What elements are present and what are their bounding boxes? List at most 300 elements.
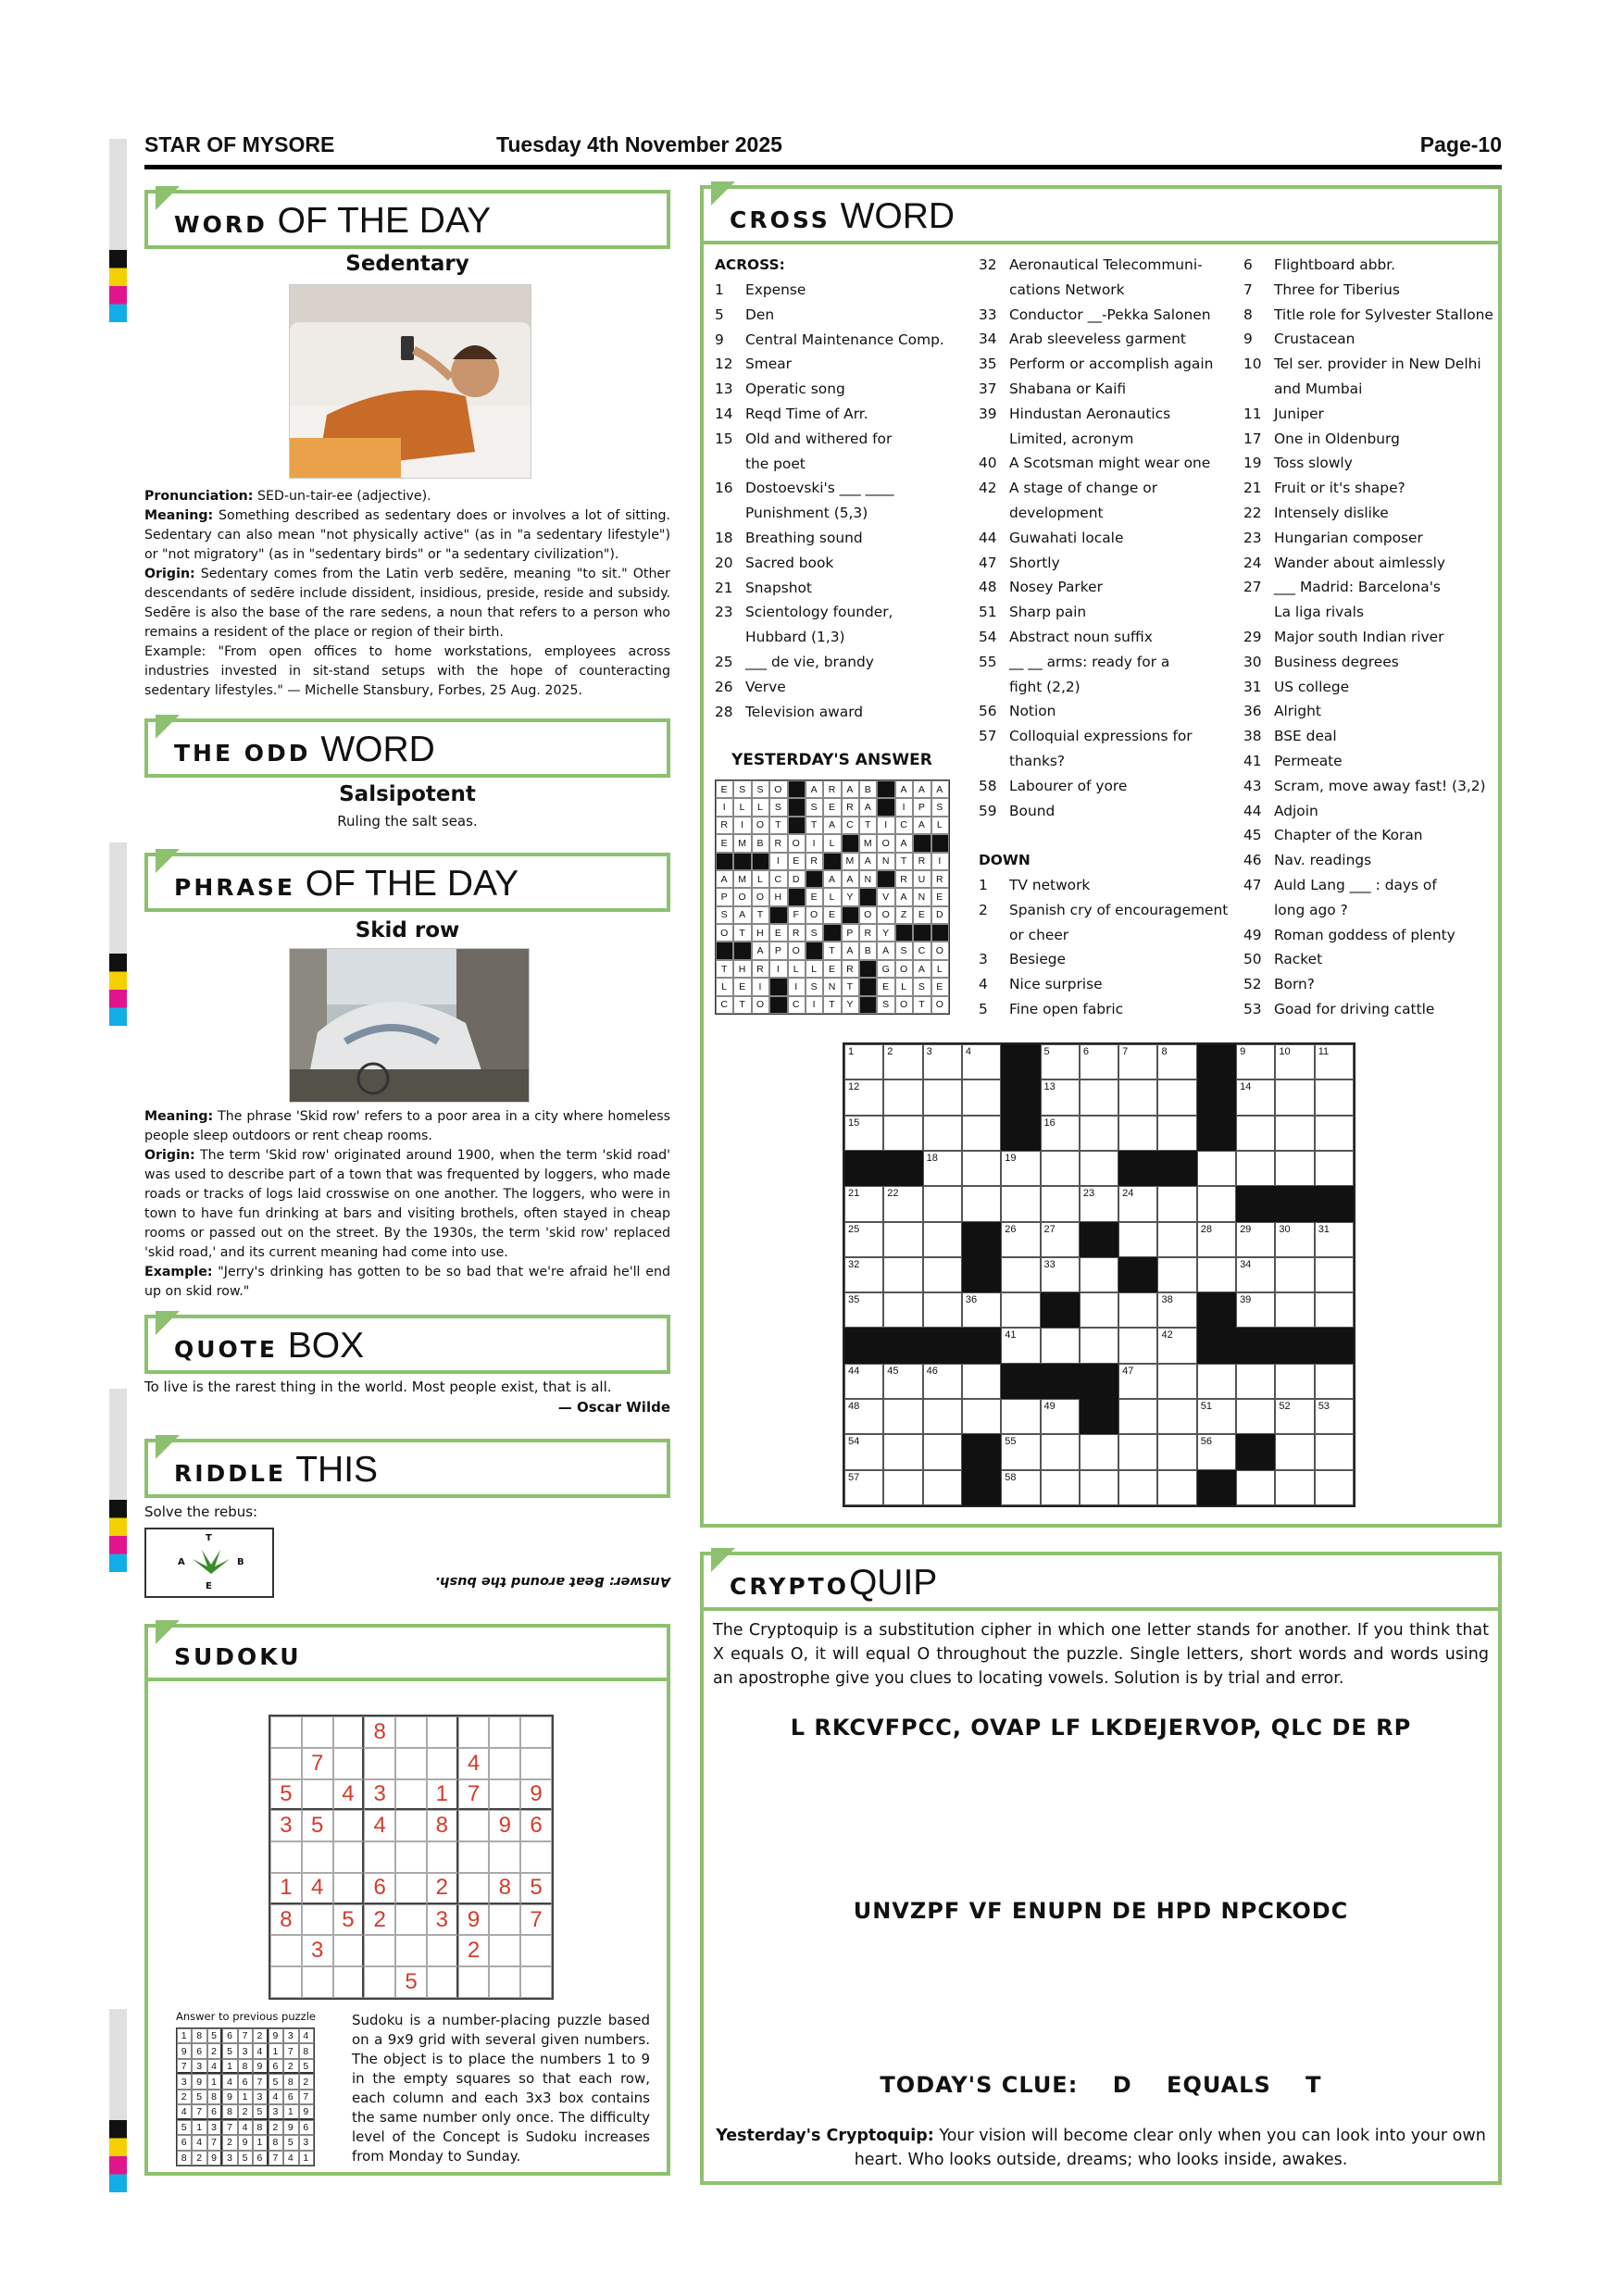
crossword-cell[interactable]: 30 [1275,1222,1314,1257]
crossword-cell[interactable]: 47 [1118,1364,1157,1399]
sudoku-cell[interactable] [427,1841,458,1873]
sudoku-cell[interactable] [395,1748,427,1779]
previous-sudoku-cell: 1 [207,2074,222,2089]
clue-text: Operatic song [745,381,845,398]
crossword-cell[interactable]: 11 [1315,1044,1354,1079]
clue-text: Hindustan Aeronautics [1009,405,1171,422]
crossword-cell[interactable] [1041,1434,1080,1469]
sudoku-cell[interactable] [333,1873,365,1904]
clue-text: Alright [1274,703,1321,720]
previous-sudoku-cell: 5 [192,2090,206,2104]
crossword-cell[interactable] [1315,1151,1354,1186]
sudoku-cell[interactable] [270,1748,302,1779]
crossword-cell[interactable] [1041,1328,1080,1363]
crossword-cell[interactable] [1080,1470,1118,1505]
crossword-cell[interactable] [1157,1116,1196,1151]
crossword-cell[interactable] [1275,1364,1314,1399]
crossword-cell[interactable]: 15 [844,1116,883,1151]
clue-text: A Scotsman might wear one [1009,455,1211,472]
answer-cell: R [769,834,787,852]
crossword-cell[interactable]: 2 [883,1044,922,1079]
black-square [716,853,733,870]
sudoku-cell[interactable] [427,1935,458,1966]
crossword-cell[interactable] [962,1364,1001,1399]
clue-row [1243,327,1503,352]
clue-row [1243,303,1503,328]
clue-number: 54 [979,628,997,645]
crossword-cell[interactable] [923,1399,962,1434]
crossword-cell[interactable]: 46 [923,1364,962,1399]
answer-cell: V [877,888,894,905]
crossword-cell[interactable] [1080,1292,1118,1328]
sudoku-cell[interactable] [520,1935,552,1966]
crossword-cell[interactable] [962,1151,1001,1186]
sudoku-cell[interactable] [333,1966,365,1998]
crossword-cell[interactable]: 44 [844,1364,883,1399]
crossword-cell[interactable]: 6 [1080,1044,1118,1079]
sudoku-cell[interactable] [302,1779,333,1811]
sudoku-cell[interactable] [364,1966,395,1998]
sudoku-cell[interactable] [333,1716,365,1748]
crossword-cell[interactable]: 12 [844,1079,883,1115]
previous-sudoku-cell: 7 [299,2090,314,2104]
crossword-cell[interactable]: 9 [1236,1044,1275,1079]
previous-sudoku-cell: 8 [253,2120,268,2135]
quote-box-header [144,1315,670,1374]
clue-row [1243,625,1503,650]
clue-text: __ __ arms: ready for a [1009,653,1170,670]
answer-cell: R [806,853,823,870]
crossword-cell[interactable] [1041,1470,1080,1505]
answer-cell: C [716,996,733,1014]
crossword-cell[interactable] [1236,1116,1275,1151]
crossword-cell[interactable] [1315,1434,1354,1469]
sudoku-cell[interactable] [364,1935,395,1966]
crossword-cell[interactable]: 45 [883,1364,922,1399]
yesterday-cryptoquip: Yesterday's Cryptoquip: Your vision will become clear only when you can look into your own heart. Who looks outside, dreams; who looks inside, awakes. [716,2127,1486,2169]
riddle-answer: Answer: Beat around the bush. [434,1574,670,1589]
crossword-cell[interactable]: 55 [1001,1434,1040,1469]
crossword-cell[interactable] [1315,1292,1354,1328]
crossword-cell[interactable] [1315,1470,1354,1505]
crossword-cell[interactable] [1275,1151,1314,1186]
crossword-cell[interactable] [1275,1434,1314,1469]
crossword-cell[interactable] [1001,1292,1040,1328]
clue-number: 27 [1243,579,1262,596]
answer-cell: O [895,960,913,978]
crossword-cell[interactable] [1157,1399,1196,1434]
crossword-cell[interactable]: 31 [1315,1222,1354,1257]
crossword-cell[interactable] [1118,1079,1157,1115]
crossword-cell[interactable]: 3 [923,1044,962,1079]
crossword-cell[interactable]: 54 [844,1434,883,1469]
clue-number: 56 [979,703,997,720]
crossword-cell[interactable]: 51 [1197,1399,1236,1434]
crossword-cell[interactable] [1236,1151,1275,1186]
sudoku-cell[interactable] [333,1810,365,1841]
sudoku-cell[interactable] [395,1716,427,1748]
clue-text: ___ de vie, brandy [745,653,874,670]
crossword-cell[interactable]: 33 [1041,1257,1080,1292]
crossword-cell[interactable]: 22 [883,1186,922,1221]
crossword-cell[interactable]: 52 [1275,1399,1314,1434]
previous-sudoku-cell: 7 [207,2135,222,2150]
clue-row [979,923,1247,948]
crossword-cell[interactable] [923,1079,962,1115]
sudoku-cell[interactable] [489,1779,520,1811]
sudoku-cell[interactable] [458,1841,490,1873]
crossword-cell[interactable] [1197,1257,1236,1292]
crossword-cell[interactable] [962,1116,1001,1151]
crossword-cell[interactable] [1236,1470,1275,1505]
clue-row [979,327,1247,352]
odd-word-word: Salsipotent [339,782,476,806]
sudoku-cell: 8 [270,1904,302,1936]
previous-sudoku-cell: 5 [238,2151,253,2165]
crossword-cell[interactable] [1275,1116,1314,1151]
black-square [1315,1186,1354,1221]
black-square [883,1151,922,1186]
odd-word-header [144,718,670,778]
crossword-cell[interactable] [1118,1116,1157,1151]
crossword-cell[interactable] [1157,1470,1196,1505]
crossword-cell[interactable] [962,1079,1001,1115]
crossword-cell[interactable]: 41 [1001,1328,1040,1363]
sudoku-cell[interactable] [489,1716,520,1748]
crossword-cell[interactable]: 7 [1118,1044,1157,1079]
crossword-cell[interactable] [923,1186,962,1221]
crossword-cell[interactable]: 48 [844,1399,883,1434]
sudoku-cell[interactable] [489,1904,520,1936]
sudoku-cell[interactable] [270,1966,302,1998]
crossword-cell[interactable]: 16 [1041,1116,1080,1151]
clue-text: Punishment (5,3) [745,505,868,522]
crossword-cell[interactable]: 49 [1041,1399,1080,1434]
answer-cell: L [895,978,913,995]
sudoku-cell[interactable] [270,1716,302,1748]
previous-sudoku-cell: 3 [269,2104,283,2119]
crossword-cell[interactable] [1315,1079,1354,1115]
crossword-cell[interactable]: 28 [1197,1222,1236,1257]
crossword-cell[interactable] [923,1116,962,1151]
answer-cell: L [823,888,841,905]
crossword-cell[interactable]: 5 [1041,1044,1080,1079]
answer-cell: E [931,888,949,905]
sudoku-cell[interactable] [427,1748,458,1779]
answer-cell: D [788,870,806,888]
clue-number [979,501,1009,526]
crossword-cell[interactable] [1001,1186,1040,1221]
sudoku-cell[interactable] [395,1810,427,1841]
crossword-cell[interactable]: 56 [1197,1434,1236,1469]
sudoku-cell[interactable] [458,1716,490,1748]
crossword-cell[interactable] [1118,1434,1157,1469]
answer-cell: N [823,978,841,995]
clue-number [1243,898,1274,923]
crossword-cell[interactable]: 26 [1001,1222,1040,1257]
sudoku-cell[interactable] [302,1841,333,1873]
crossword-cell[interactable] [1157,1434,1196,1469]
crossword-cell[interactable] [883,1292,922,1328]
previous-sudoku-cell: 2 [283,2059,298,2074]
crossword-cell[interactable]: 36 [962,1292,1001,1328]
sudoku-cell[interactable] [427,1716,458,1748]
paper-name: STAR OF MYSORE [144,132,335,156]
crossword-cell[interactable] [1275,1470,1314,1505]
crossword-cell[interactable] [883,1434,922,1469]
sudoku-cell[interactable] [270,1935,302,1966]
crossword-cell[interactable]: 19 [1001,1151,1040,1186]
clue-number [1243,377,1274,402]
previous-sudoku-cell: 9 [192,2074,206,2089]
black-square [877,870,894,888]
sudoku-cell[interactable] [333,1841,365,1873]
crossword-cell[interactable] [923,1257,962,1292]
crossword-cell[interactable]: 53 [1315,1399,1354,1434]
crossword-cell[interactable]: 23 [1080,1186,1118,1221]
black-square [1236,1328,1275,1363]
crossword-cell[interactable] [1275,1257,1314,1292]
crossword-cell[interactable] [1236,1364,1275,1399]
crossword-cell[interactable]: 38 [1157,1292,1196,1328]
crossword-cell[interactable] [883,1222,922,1257]
sudoku-cell: 3 [270,1810,302,1841]
sudoku-cell[interactable] [489,1935,520,1966]
sudoku-cell[interactable] [364,1748,395,1779]
sudoku-cell: 7 [458,1779,490,1811]
clue-text: long ago ? [1274,901,1348,918]
clue-row [1243,972,1503,997]
clue-text: Racket [1274,951,1323,968]
crossword-cell[interactable] [1118,1292,1157,1328]
crossword-cell[interactable]: 34 [1236,1257,1275,1292]
sudoku-cell[interactable] [520,1841,552,1873]
crossword-cell[interactable] [883,1116,922,1151]
sudoku-cell[interactable] [489,1966,520,1998]
crossword-cell[interactable] [1041,1151,1080,1186]
crossword-cell[interactable] [962,1186,1001,1221]
sudoku-cell[interactable] [364,1841,395,1873]
answer-cell: I [769,853,787,870]
answer-cell: T [842,978,859,995]
registration-bar-2b [109,954,127,1026]
crossword-cell[interactable] [1080,1257,1118,1292]
sudoku-cell[interactable] [333,1935,365,1966]
clue-number: 44 [979,529,997,546]
sudoku-cell[interactable] [520,1966,552,1998]
yesterday-crossword-grid [715,780,950,1015]
clue-row [979,427,1247,452]
crossword-cell[interactable] [923,1434,962,1469]
crossword-cell[interactable]: 42 [1157,1328,1196,1363]
crossword-cell[interactable]: 57 [844,1470,883,1505]
sudoku-cell[interactable] [489,1841,520,1873]
sudoku-cell[interactable] [520,1748,552,1779]
clue-number: 37 [979,380,997,397]
crossword-cell[interactable]: 8 [1157,1044,1196,1079]
sudoku-cell[interactable] [302,1716,333,1748]
sudoku-cell[interactable] [395,1779,427,1811]
sudoku-cell[interactable] [395,1935,427,1966]
clue-row [715,278,983,303]
crossword-cell[interactable]: 35 [844,1292,883,1328]
crossword-cell[interactable] [923,1292,962,1328]
answer-cell: I [769,960,787,978]
crossword-grid[interactable] [843,1042,1355,1507]
sudoku-cell[interactable] [458,1966,490,1998]
phrase-of-day-phrase: Skid row [355,918,460,942]
crossword-cell[interactable]: 21 [844,1186,883,1221]
clue-text: Den [745,306,775,323]
crossword-cell[interactable] [1157,1222,1196,1257]
crossword-cell[interactable] [1197,1364,1236,1399]
clue-number: 5 [979,1000,988,1017]
crossword-cell[interactable]: 18 [923,1151,962,1186]
clue-number: 50 [1243,951,1262,968]
answer-cell: M [733,870,751,888]
crossword-cell[interactable] [1315,1257,1354,1292]
crossword-cell[interactable] [1315,1364,1354,1399]
sudoku-cell[interactable] [395,1841,427,1873]
crossword-cell[interactable]: 4 [962,1044,1001,1079]
crossword-cell[interactable] [1080,1079,1118,1115]
answer-cell: E [788,853,806,870]
sudoku-cell[interactable] [302,1904,333,1936]
crossword-cell[interactable] [1197,1186,1236,1221]
crossword-cell[interactable] [1275,1079,1314,1115]
sudoku-cell: 8 [427,1810,458,1841]
clue-text: Hungarian composer [1274,529,1423,546]
clue-row [715,700,983,725]
clue-row [1243,551,1503,576]
crossword-cell[interactable] [1080,1151,1118,1186]
sudoku-cell: 9 [520,1779,552,1811]
crossword-cell[interactable]: 29 [1236,1222,1275,1257]
crossword-cell[interactable] [1118,1399,1157,1434]
clue-row [979,451,1247,476]
sudoku-cell[interactable] [458,1873,490,1904]
crossword-cell[interactable]: 39 [1236,1292,1275,1328]
clue-text: La liga rivals [1274,604,1364,621]
answer-cell: A [913,817,931,834]
sudoku-grid[interactable] [269,1715,554,2000]
crossword-cell[interactable] [1275,1292,1314,1328]
crossword-cell[interactable]: 1 [844,1044,883,1079]
crossword-cell[interactable] [1157,1364,1196,1399]
crossword-cell[interactable] [1080,1116,1118,1151]
sudoku-cell: 2 [427,1873,458,1904]
crossword-cell[interactable]: 24 [1118,1186,1157,1221]
rebus-top: T [206,1533,212,1543]
clue-number [979,749,1009,774]
sudoku-cell[interactable] [270,1841,302,1873]
clue-text: Sacred book [745,554,834,571]
answer-cell: U [913,870,931,888]
crossword-cell[interactable] [1080,1328,1118,1363]
clue-row [715,427,983,452]
sudoku-cell[interactable] [427,1966,458,1998]
answer-cell: G [877,960,894,978]
previous-sudoku-cell: 9 [222,2090,237,2104]
crossword-cell[interactable]: 27 [1041,1222,1080,1257]
crossword-cell[interactable] [1118,1328,1157,1363]
answer-cell: O [752,996,769,1014]
black-square [844,1151,883,1186]
crossword-cell[interactable] [1041,1186,1080,1221]
black-square [806,870,823,888]
crossword-cell[interactable] [1157,1079,1196,1115]
crossword-cell[interactable] [1118,1222,1157,1257]
crossword-cell[interactable] [1001,1257,1040,1292]
answer-cell: I [806,834,823,852]
crossword-cell[interactable] [883,1257,922,1292]
clue-text: Central Maintenance Comp. [745,331,944,348]
crossword-cell[interactable] [1001,1399,1040,1434]
crossword-cell[interactable] [883,1399,922,1434]
clue-text: Crustacean [1274,331,1355,348]
crossword-cell[interactable] [1080,1434,1118,1469]
crossword-cell[interactable] [1118,1470,1157,1505]
crossword-cell[interactable]: 58 [1001,1470,1040,1505]
answer-cell: T [752,906,769,924]
answer-cell: N [859,870,877,888]
answer-cell: L [823,834,841,852]
crossword-cell[interactable]: 25 [844,1222,883,1257]
sudoku-cell[interactable] [520,1716,552,1748]
answer-cell: O [752,888,769,905]
crossword-cell[interactable] [1157,1257,1196,1292]
answer-cell: O [769,780,787,798]
rebus-box [144,1528,274,1598]
clue-number: 11 [1243,405,1262,422]
crossword-cell[interactable]: 14 [1236,1079,1275,1115]
clue-text: Limited, acronym [1009,430,1134,447]
sudoku-cell[interactable] [302,1966,333,1998]
answer-cell: A [931,780,949,798]
sudoku-cell[interactable] [333,1748,365,1779]
crossword-cell[interactable] [923,1470,962,1505]
crossword-cell[interactable]: 10 [1275,1044,1314,1079]
crossword-cell[interactable] [1197,1151,1236,1186]
clue-row [1243,749,1503,774]
crossword-cell[interactable] [883,1079,922,1115]
clue-row [715,377,983,402]
crossword-cell[interactable]: 13 [1041,1079,1080,1115]
answer-cell: R [895,870,913,888]
sudoku-cell: 2 [458,1935,490,1966]
crossword-cell[interactable] [1236,1399,1275,1434]
riddle-prompt: Solve the rebus: [144,1504,258,1520]
answer-cell: A [823,870,841,888]
answer-cell: T [895,853,913,870]
crossword-cell[interactable]: 32 [844,1257,883,1292]
sudoku-cell[interactable] [489,1748,520,1779]
clue-number [979,427,1009,452]
answer-cell: R [842,960,859,978]
crossword-cell[interactable] [883,1470,922,1505]
crossword-cell[interactable] [962,1399,1001,1434]
sudoku-cell[interactable] [395,1904,427,1936]
sudoku-cell[interactable] [395,1873,427,1904]
clue-number: 48 [979,579,997,596]
clue-number: 43 [1243,777,1262,794]
crossword-cell[interactable] [1315,1116,1354,1151]
crossword-cell[interactable] [923,1222,962,1257]
crossword-cell[interactable] [1157,1186,1196,1221]
sudoku-cell[interactable] [458,1810,490,1841]
answer-cell: E [823,798,841,816]
answer-cell: O [877,834,894,852]
